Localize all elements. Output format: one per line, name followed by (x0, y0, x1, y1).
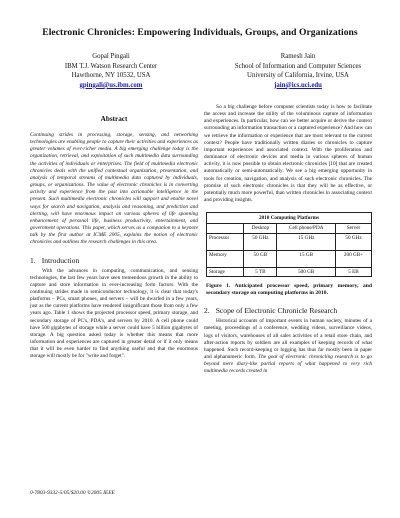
table-cell: 50 GHz (336, 233, 372, 250)
scope-text-regular: Historical accounts of important events in human society, minutes of a meeting, proceedings of a conference, wedding videos, surveillance videos, logs of visitors, warehouses of all sales activities of a retail store chain, and after-action reports by soldiers are all examples of keeping records of what happened. Such record-keeping or logging has thus far mostly been in paper and alphanumeric form. (204, 318, 372, 360)
table-cell: Storage (207, 267, 244, 276)
author-affiliation: IBM T.J. Watson Research Center (64, 62, 158, 70)
platforms-table-wrap (206, 212, 372, 297)
table-header-cell: Cell phone/PDA (277, 224, 336, 233)
right-column (204, 104, 372, 375)
table-cell: 5 EB (336, 267, 372, 276)
abstract-heading: Abstract (100, 115, 128, 123)
table-header-row (207, 224, 372, 233)
paper-title: Electronic Chronicles: Empowering Individuals, Groups, and Organizations (42, 27, 358, 38)
table-cell: 5 TB (244, 267, 277, 276)
table-cell: 500 GB (277, 267, 336, 276)
table-row (207, 267, 372, 276)
figure-caption: Figure 1. Anticipated processor speed, primary memory, and secondary storage on computing platforms in 2010. (206, 282, 372, 296)
table-cell: 50 GHz (244, 233, 277, 250)
author-block-1 (32, 52, 190, 90)
table-header-cell (207, 224, 244, 233)
table-cell: 15 GHz (277, 233, 336, 250)
section-heading-introduction (30, 256, 198, 265)
left-column (30, 104, 198, 361)
table-caption: 2010 Computing Platforms (207, 213, 372, 224)
introduction-text: With the advances in computing, communication, and sensing technologies, the last few years have seen tremendous growth in the ability to capture and store information in ever-increasing form factors. With the continuing strides made in semiconductor technology, it is clear that today's platforms – PCs, smart phones, and servers – will be dwarfed in a few years, just as the current platforms have rendered insignificant those from only a few years ago. Table 1 shows the projected processor speed, primary storage, and secondary storage of PC's, PDA's, and servers by 2010. A cell phone could have 500 gigabytes of storage while a server could have 5 billion gigabytes of storage. A big question asked today is whether this means that more information and experiences are captured in greater detail or if it only means that it will be even harder to find anything useful and that the enormous storage will mostly be for "write and forget". (30, 267, 198, 360)
author-address: University of California, Irvine, USA (247, 72, 349, 80)
section-heading-scope (204, 306, 372, 315)
body-paragraph: So a big challenge before computer scientists today is how to facilitate the access and increase the utility of the voluminous capture of information and experiences. In particular, how can we better acquire or derive the context surrounding an information transaction or a captured experience? And how can we retrieve the information or experience that are most relevant to the current context? People have traditionally written diaries or chronicles to capture important experiences and associated context. With the proliferation and dominance of electronic devices and media in various spheres of human activity, it is now possible to obtain electronic chronicles [10] that are created automatically or semi-automatically. We see a big emerging opportunity in tools for creation, navigation, and analysis of such electronic chronicles. The promise of such electronic chronicles is that they will be as effective, or potentially much more powerful, than written chronicles in associating context and providing insights. (204, 104, 372, 204)
table-header-cell: Desktop (244, 224, 277, 233)
author-email-link[interactable]: jain@ics.uci.edu (274, 81, 322, 89)
author-block-2 (210, 52, 386, 90)
footer-copyright: 0-7803-9332-5/05/$20.00 ©2005 IEEE (30, 490, 115, 496)
table-cell: 15 GB (277, 250, 336, 267)
section-number: 2. (204, 306, 210, 316)
scope-text-italic: The goal of electronic chronicling research is to go beyond mere diary-like partial reports of what happened to very rich multimedia records created in (204, 353, 373, 375)
section-title: Introduction (41, 255, 80, 265)
author-email-link[interactable]: gpingali@us.ibm.com (79, 81, 143, 89)
abstract-text: Continuing strides in processing, storage, sensing, and networking technologies are enabling people to capture their activities and experiences as greater volumes of ever-richer media. A big emerging challenge today is the organization, retrieval, and exploitation of such multimedia data surrounding the activities of individuals or enterprises. The field of multimedia electronic chronicles deals with the unified contextual organization, presentation, and analysis of temporal streams of multimedia data captured by individuals, groups, or organizations. The value of electronic chronicles is in converting activity and experience from the past into actionable intelligence in the present. Such multimedia electronic chronicles will support and enable novel ways for search and navigation, analysis and reasoning, and prediction and alerting, will have enormous impact on various spheres of life spanning enhancement of personal life, business productivity, entertainment, and government operations. This paper, which serves as a companion to a keynote talk by the first author at ICME 2005, explains the notion of electronic chronicles and outlines the research challenges in this area. (30, 132, 198, 246)
table-row (207, 233, 372, 250)
author-name: Gopal Pingali (92, 53, 130, 60)
scope-text (204, 318, 372, 375)
table-cell: Memory (207, 250, 244, 267)
table-cell: 50 GB (244, 250, 277, 267)
author-address: Hawthorne, NY 10532, USA (71, 72, 151, 80)
author-name: Ramesh Jain (280, 53, 316, 60)
platforms-table (206, 212, 372, 277)
table-cell: 200 GB+ (336, 250, 372, 267)
section-title: Scope of Electronic Chronicle Research (215, 306, 338, 316)
author-affiliation: School of Information and Computer Sciences (234, 62, 362, 70)
table-row (207, 250, 372, 267)
table-cell: Processor (207, 233, 244, 250)
table-header-cell: Server (336, 224, 372, 233)
section-number: 1. (30, 255, 36, 265)
